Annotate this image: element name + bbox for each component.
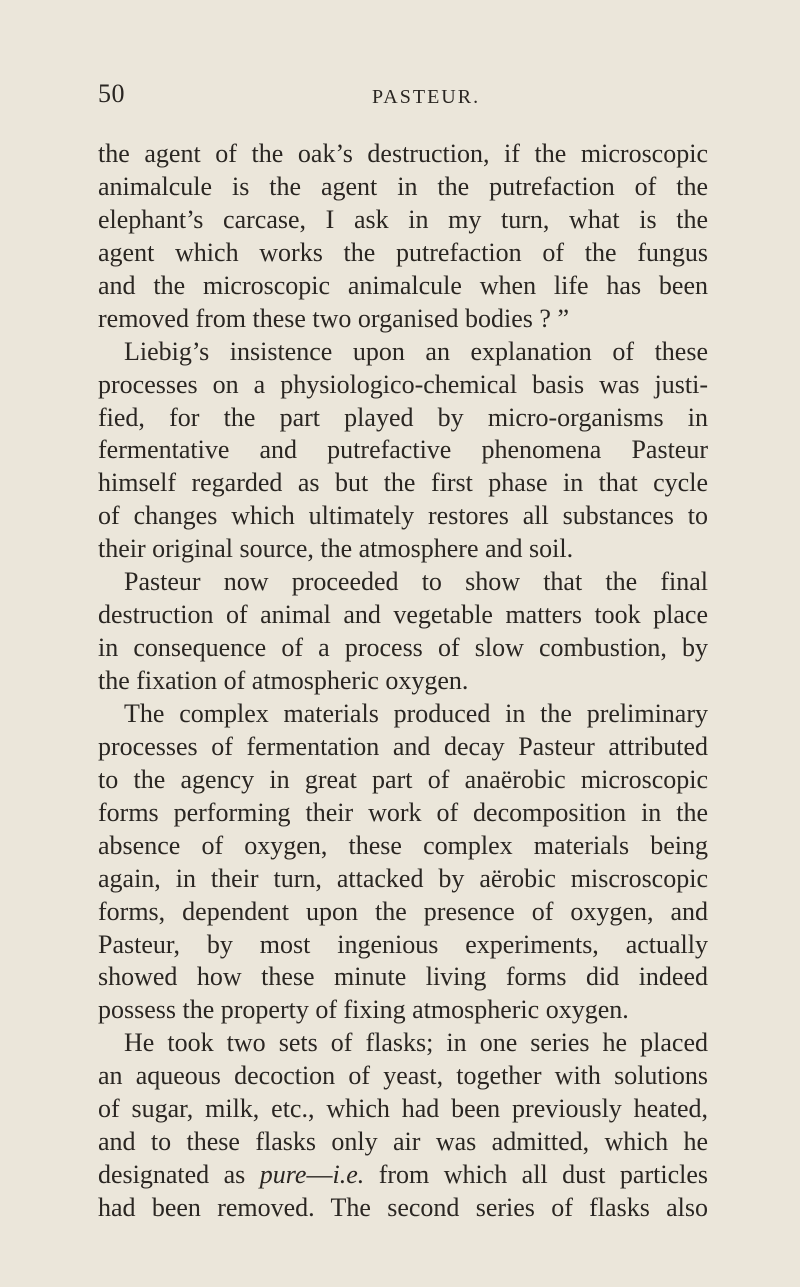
text-segment: from which all dust particles — [364, 1160, 708, 1190]
text-line: showed how these minute living forms did indeed — [98, 962, 708, 992]
text-line: removed from these two organised bodies ? ” — [98, 303, 569, 333]
text-line: again, in their turn, attacked by aërobic miscroscopic — [98, 863, 708, 893]
italic-abbreviation: i.e. — [332, 1160, 365, 1190]
paragraph-start-line: Liebig’s insistence upon an explanation of these — [124, 336, 708, 366]
text-line: agent which works the putrefaction of the fungus — [98, 237, 708, 267]
text-segment: designated as — [98, 1160, 260, 1190]
paragraph-start-line: The complex materials produced in the preliminary — [124, 698, 708, 728]
text-line: processes on a physiologico-chemical basis was justi- — [98, 369, 708, 399]
body-text — [98, 138, 708, 1225]
text-line: elephant’s carcase, I ask in my turn, what is the — [98, 204, 708, 234]
paragraph-start-line: Pasteur now proceeded to show that the final — [124, 567, 708, 597]
text-line: and to these flasks only air was admitted, which he — [98, 1127, 708, 1157]
paragraph-start-line: He took two sets of flasks; in one series he placed — [124, 1028, 708, 1058]
text-line: had been removed. The second series of flasks also — [98, 1193, 708, 1222]
text-line: in consequence of a process of slow combustion, by — [98, 633, 708, 663]
text-line: the fixation of atmospheric oxygen. — [98, 666, 469, 695]
text-line: forms, dependent upon the presence of oxygen, and — [98, 896, 708, 926]
text-line: destruction of animal and vegetable matters took place — [98, 600, 708, 630]
text-line: of changes which ultimately restores all substances to — [98, 501, 708, 531]
text-line: absence of oxygen, these complex materials being — [98, 830, 708, 860]
text-line: the agent of the oak’s destruction, if the microscopic — [98, 139, 708, 168]
text-line: processes of fermentation and decay Pasteur attributed — [98, 731, 708, 761]
text-line: fermentative and putrefactive phenomena Pasteur — [98, 435, 708, 465]
page-number: 50 — [98, 79, 125, 108]
em-dash: — — [306, 1160, 333, 1190]
text-line: to the agency in great part of anaërobic microscopic — [98, 764, 708, 794]
text-line: of sugar, milk, etc., which had been previously heated, — [98, 1094, 708, 1124]
text-line: forms performing their work of decomposition in the — [98, 797, 708, 827]
text-line: himself regarded as but the first phase in that cycle — [98, 468, 708, 498]
text-line-with-italics — [98, 1159, 708, 1192]
text-line: an aqueous decoction of yeast, together with solutions — [98, 1061, 708, 1091]
text-line: fied, for the part played by micro-organisms in — [98, 402, 708, 432]
text-line: Pasteur, by most ingenious experiments, actually — [98, 929, 708, 959]
running-title: PASTEUR. — [372, 86, 481, 108]
text-line: and the microscopic animalcule when life has been — [98, 270, 708, 300]
text-line: possess the property of fixing atmospheric oxygen. — [98, 995, 629, 1025]
text-line: their original source, the atmosphere and soil. — [98, 534, 574, 564]
text-line: animalcule is the agent in the putrefaction of the — [98, 171, 708, 201]
italic-word: pure — [259, 1160, 307, 1190]
